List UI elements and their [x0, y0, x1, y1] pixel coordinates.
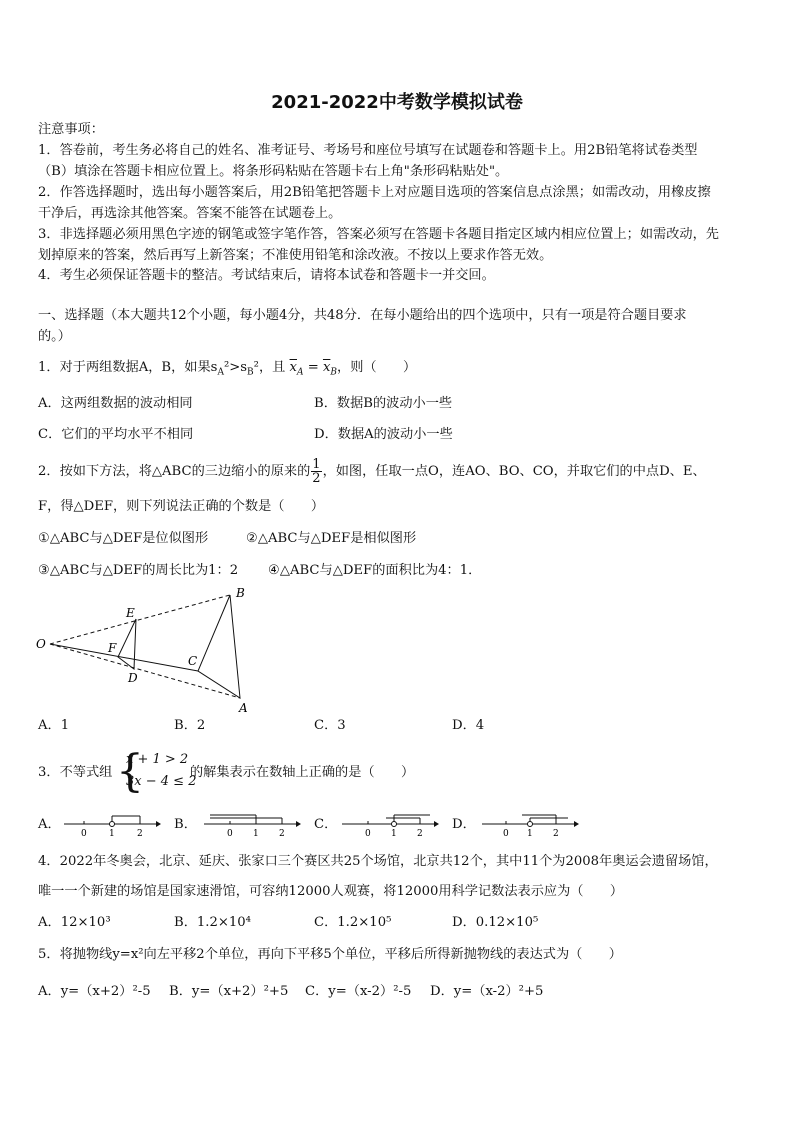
q1-sub-b: B	[247, 367, 254, 378]
q4-option-a: A．12×10³	[38, 915, 111, 930]
tick-0: 0	[227, 829, 233, 839]
q3-option-a: A．	[38, 817, 61, 832]
notice-line: 4．考生必须保证答题卡的整洁。考试结束后，请将本试卷和答题卡一并交回。	[38, 268, 495, 283]
tick-2: 2	[137, 829, 143, 839]
inequality-system	[116, 746, 197, 797]
q2-option-b: B．2	[174, 718, 206, 733]
numberline-a	[62, 810, 162, 840]
notice-line: 划掉原来的答案，然后再写上新答案；不准使用铅笔和涂改液。不按以上要求作答无效。	[38, 248, 553, 263]
tick-1: 1	[527, 829, 533, 839]
question-2-cont: F，得△DEF，则下列说法正确的个数是（ ）	[38, 499, 325, 514]
section-header: 一、选择题（本大题共12个小题，每小题4分，共48分．在每小题给出的四个选项中，只有一项是符合题目要求	[38, 308, 687, 323]
q1-sub-a: A	[217, 367, 224, 378]
notice-line: 1．答卷前，考生务必将自己的姓名、准考证号、考场号和座位号填写在试题卷和答题卡上。用2B铅笔将试卷类型	[38, 143, 698, 158]
label-o: O	[36, 637, 46, 651]
q2-statement-2: ②△ABC与△DEF是相似图形	[246, 531, 417, 546]
question-5: 5．将抛物线y=x²向左平移2个单位，再向下平移5个单位，平移后所得新抛物线的表达式为（ ）	[38, 947, 622, 962]
q2-option-d: D．4	[452, 718, 485, 733]
label-e: E	[126, 606, 135, 620]
triangle-def	[118, 619, 136, 669]
q4-option-d: D．0.12×10⁵	[452, 915, 539, 930]
brace-icon: {	[116, 746, 144, 797]
page-title: 2021-2022中考数学模拟试卷	[271, 92, 523, 113]
tick-1: 1	[109, 829, 115, 839]
q1-option-b: B．数据B的波动小一些	[314, 396, 453, 411]
numberline-b	[202, 810, 302, 840]
numberline-d	[480, 810, 580, 840]
tick-1: 1	[391, 829, 397, 839]
label-c: C	[188, 654, 198, 668]
inequality-2: 3x − 4 ≤ 2	[126, 774, 197, 789]
section-header-cont: 的。）	[38, 329, 71, 344]
label-f: F	[108, 641, 117, 655]
notice-line: （B）填涂在答题卡相应位置上。将条形码粘贴在答题卡右上角"条形码粘贴处"。	[38, 164, 509, 179]
tick-0: 0	[81, 829, 87, 839]
q2-statement-3: ③△ABC与△DEF的周长比为1：2	[38, 563, 239, 578]
tick-2: 2	[553, 829, 559, 839]
mean-xb: $\overline{x}$	[322, 360, 331, 375]
q2-text: 2．按如下方法，将△ABC的三边缩小的原来的	[38, 464, 311, 479]
tick-1: 1	[253, 829, 259, 839]
question-4-cont: 唯一一个新建的场馆是国家速滑馆，可容纳12000人观赛，将12000用科学记数法表示应为（ ）	[38, 884, 624, 899]
question-3-prefix: 3．不等式组	[38, 765, 113, 780]
q5-option-b: B．y=（x+2）²+5	[169, 984, 289, 999]
label-d: D	[128, 671, 138, 685]
tick-2: 2	[279, 829, 285, 839]
q5-option-d: D．y=（x-2）²+5	[430, 984, 544, 999]
q5-option-a: A．y=（x+2）²-5	[38, 984, 151, 999]
q1-option-d: D．数据A的波动小一些	[314, 427, 453, 442]
line-ob	[50, 595, 230, 644]
q3-option-d: D．	[452, 817, 476, 832]
q2-option-a: A．1	[38, 718, 70, 733]
q1-text: ²，且	[253, 360, 286, 375]
line-oc	[50, 644, 198, 671]
q2-text: ，如图，任取一点O，连AO、BO、CO，并取它们的中点D、E、	[322, 464, 706, 479]
inequality-1: x + 1 > 2	[126, 752, 189, 767]
question-4: 4．2022年冬奥会，北京、延庆、张家口三个赛区共25个场馆，北京共12个，其中11个为2008年奥运会遗留场馆，	[38, 854, 718, 869]
mean-xb-sub: B	[330, 367, 338, 378]
triangle-abc	[198, 595, 240, 698]
notice-line: 3．非选择题必须用黑色字迹的钢笔或签字笔作答，答案必须写在答题卡各题目指定区域内相应位置上；如需改动，先	[38, 227, 719, 242]
q1-option-a: A．这两组数据的波动相同	[38, 396, 193, 411]
tick-2: 2	[417, 829, 423, 839]
q3-option-b: B．	[174, 817, 197, 832]
notice-line: 2．作答选择题时，选出每小题答案后，用2B铅笔把答题卡上对应题目选项的答案信息点涂黑；如需改动，用橡皮擦	[38, 185, 711, 200]
question-1	[38, 358, 762, 383]
q1-eq: =	[307, 360, 319, 375]
mean-xa-sub: A	[296, 367, 304, 378]
label-a: A	[239, 701, 248, 715]
tick-0: 0	[365, 829, 371, 839]
question-3-suffix: 的解集表示在数轴上正确的是（ ）	[190, 765, 415, 780]
label-b: B	[236, 586, 245, 600]
q2-statement-4: ④△ABC与△DEF的面积比为4：1．	[268, 563, 482, 578]
notice-heading: 注意事项：	[38, 122, 104, 137]
q5-option-c: C．y=（x-2）²-5	[305, 984, 412, 999]
q1-text: ²>s	[223, 360, 248, 375]
q4-option-c: C．1.2×10⁵	[314, 915, 392, 930]
fraction-den: 2	[312, 471, 321, 486]
q1-text: 1．对于两组数据A，B，如果s	[38, 360, 218, 375]
q4-option-b: B．1.2×10⁴	[174, 915, 251, 930]
q3-option-c: C．	[314, 817, 338, 832]
q2-option-c: C．3	[314, 718, 346, 733]
fraction-num: 1	[312, 457, 321, 472]
question-2	[38, 458, 762, 485]
line-oa	[50, 644, 240, 698]
q1-text: ，则（ ）	[337, 360, 417, 375]
tick-0: 0	[503, 829, 509, 839]
notice-line: 干净后，再选涂其他答案。答案不能答在试题卷上。	[38, 206, 342, 221]
q2-statement-1: ①△ABC与△DEF是位似图形	[38, 531, 209, 546]
numberline-c	[340, 810, 440, 840]
mean-xa: $\overline{x}$	[289, 360, 297, 375]
q1-option-c: C．它们的平均水平不相同	[38, 427, 194, 442]
triangle-figure	[30, 585, 270, 715]
fraction-half	[311, 458, 321, 485]
